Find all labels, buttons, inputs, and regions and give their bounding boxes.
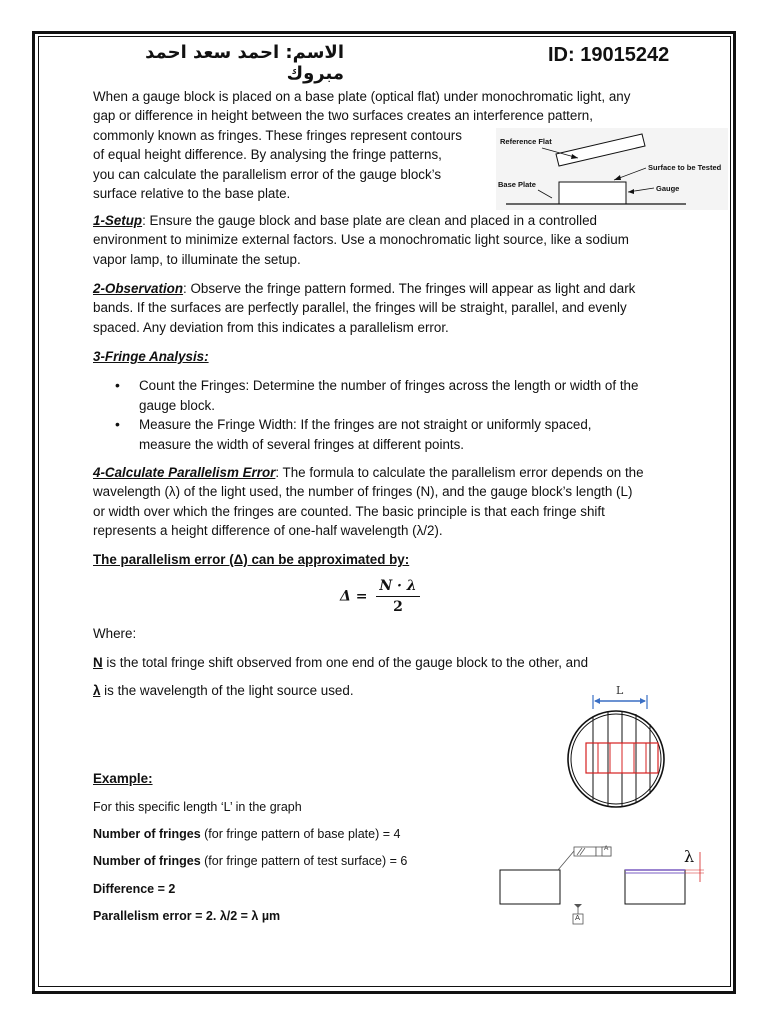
text-line: is the wavelength of the light source used. (100, 683, 354, 698)
example-difference: Difference = 2 (93, 882, 176, 896)
part-side-view-detail (625, 870, 685, 904)
datum-triangle (574, 904, 582, 908)
arrow-head (594, 698, 600, 704)
formula-numerator: N · λ (376, 578, 419, 597)
calculate-heading: 4-Calculate Parallelism Error (93, 465, 276, 480)
parallelism-formula (340, 578, 430, 615)
example-intro: For this specific length ‘L’ in the graph (93, 800, 302, 814)
lambda-definition (93, 681, 493, 700)
datum-ref-a-bottom: A (575, 913, 581, 922)
text-line: measure the width of several fringes at different points. (139, 436, 465, 452)
lambda-zone-label: λ (684, 847, 695, 866)
list-item (93, 376, 683, 415)
text-line: (for fringe pattern of test surface) = 6 (200, 854, 408, 868)
text-line: spaced. Any deviation from this indicates a parallelism error. (93, 319, 449, 335)
example-fringes-base (93, 826, 493, 842)
observation-section (93, 279, 673, 337)
tolerance-svg (494, 842, 714, 932)
fringes-label: Number of fringes (93, 827, 201, 841)
text-line: you can calculate the parallelism error of the gauge block’s (93, 166, 442, 182)
label-gauge: Gauge (656, 184, 680, 193)
list-item (93, 415, 683, 454)
gauge-block-shape (559, 182, 626, 204)
text-line: vapor lamp, to illuminate the setup. (93, 251, 301, 267)
length-label: L (616, 684, 624, 697)
formula-lhs: Δ = (340, 588, 368, 605)
student-name: الاسم: احمد سعد احمد مبروك (145, 42, 344, 84)
setup-heading: 1-Setup (93, 213, 143, 228)
text-line: of equal height difference. By analysing the fringe patterns, (93, 147, 442, 163)
tolerance-leader (558, 851, 574, 870)
text-line: • Measure the Fringe Width: If the fringes are not straight or uniformly spaced, (139, 417, 592, 433)
fringes-label: Number of fringes (93, 854, 201, 868)
example-fringes-test (93, 853, 493, 869)
text-line: (for fringe pattern of base plate) = 4 (200, 827, 401, 841)
text-line: or width over which the fringes are counted. The basic principle is that each fringe shift (93, 503, 605, 519)
fringe-pattern-svg (560, 682, 680, 812)
parallelism-tolerance-figure (494, 842, 714, 932)
reference-flat-plate (556, 134, 645, 166)
lambda-symbol: λ (93, 683, 101, 698)
fringe-pattern-figure (560, 682, 680, 812)
text-line: surface relative to the base plate. (93, 186, 291, 202)
where-label: Where: (93, 626, 137, 641)
text-line: bands. If the surfaces are perfectly parallel, the fringes will be straight, parallel, and evenly (93, 300, 627, 316)
text-line: gap or difference in height between the two surfaces creates an interference pattern, (93, 108, 593, 124)
fringe-analysis-section (93, 347, 683, 454)
label-base-plate: Base Plate (498, 180, 536, 189)
text-line: : Observe the fringe pattern formed. The fringes will appear as light and dark (183, 281, 636, 296)
student-id: ID: 19015242 (548, 44, 670, 66)
setup-section (93, 211, 673, 269)
formula-fraction (376, 578, 419, 615)
label-surface-to-test: Surface to be Tested (648, 163, 722, 172)
n-symbol: N (93, 655, 103, 670)
observation-heading: 2-Observation (93, 281, 184, 296)
text-line: gauge block. (139, 397, 215, 413)
text-line: is the total fringe shift observed from one end of the gauge block to the other, and (102, 655, 589, 670)
datum-ref-a-top: A (604, 845, 609, 852)
text-line: When a gauge block is placed on a base plate (optical flat) under monochromatic light, any (93, 89, 631, 104)
formula-denominator: 2 (393, 599, 403, 615)
fringe-analysis-heading: 3-Fringe Analysis: (93, 349, 209, 364)
text-line: : The formula to calculate the parallelism error depends on the (275, 465, 644, 480)
part-side-view (500, 870, 560, 904)
label-reference-flat: Reference Flat (500, 137, 552, 146)
leader-line (538, 190, 552, 198)
text-line: wavelength (λ) of the light used, the number of fringes (N), and the gauge block’s length (L) (93, 484, 633, 500)
approximation-heading: The parallelism error (Δ) can be approximated by: (93, 552, 410, 567)
fringe-analysis-list (93, 376, 683, 454)
text-line: • Count the Fringes: Determine the number of fringes across the length or width of the (139, 378, 639, 394)
text-line: commonly known as fringes. These fringes represent contours (93, 127, 462, 143)
text-line: represents a height difference of one-half wavelength (λ/2). (93, 523, 443, 539)
text-line: environment to minimize external factors. Use a monochromatic light source, like a sodium (93, 232, 629, 248)
calculate-section (93, 463, 683, 541)
arrow-head (640, 698, 646, 704)
arrow-head (614, 175, 621, 180)
n-definition (93, 653, 683, 672)
example-result: Parallelism error = 2. λ/2 = λ µm (93, 909, 281, 923)
example-heading: Example: (93, 771, 153, 786)
reference-flat-diagram (496, 128, 728, 210)
text-line: : Ensure the gauge block and base plate are clean and placed in a controlled (142, 213, 597, 228)
